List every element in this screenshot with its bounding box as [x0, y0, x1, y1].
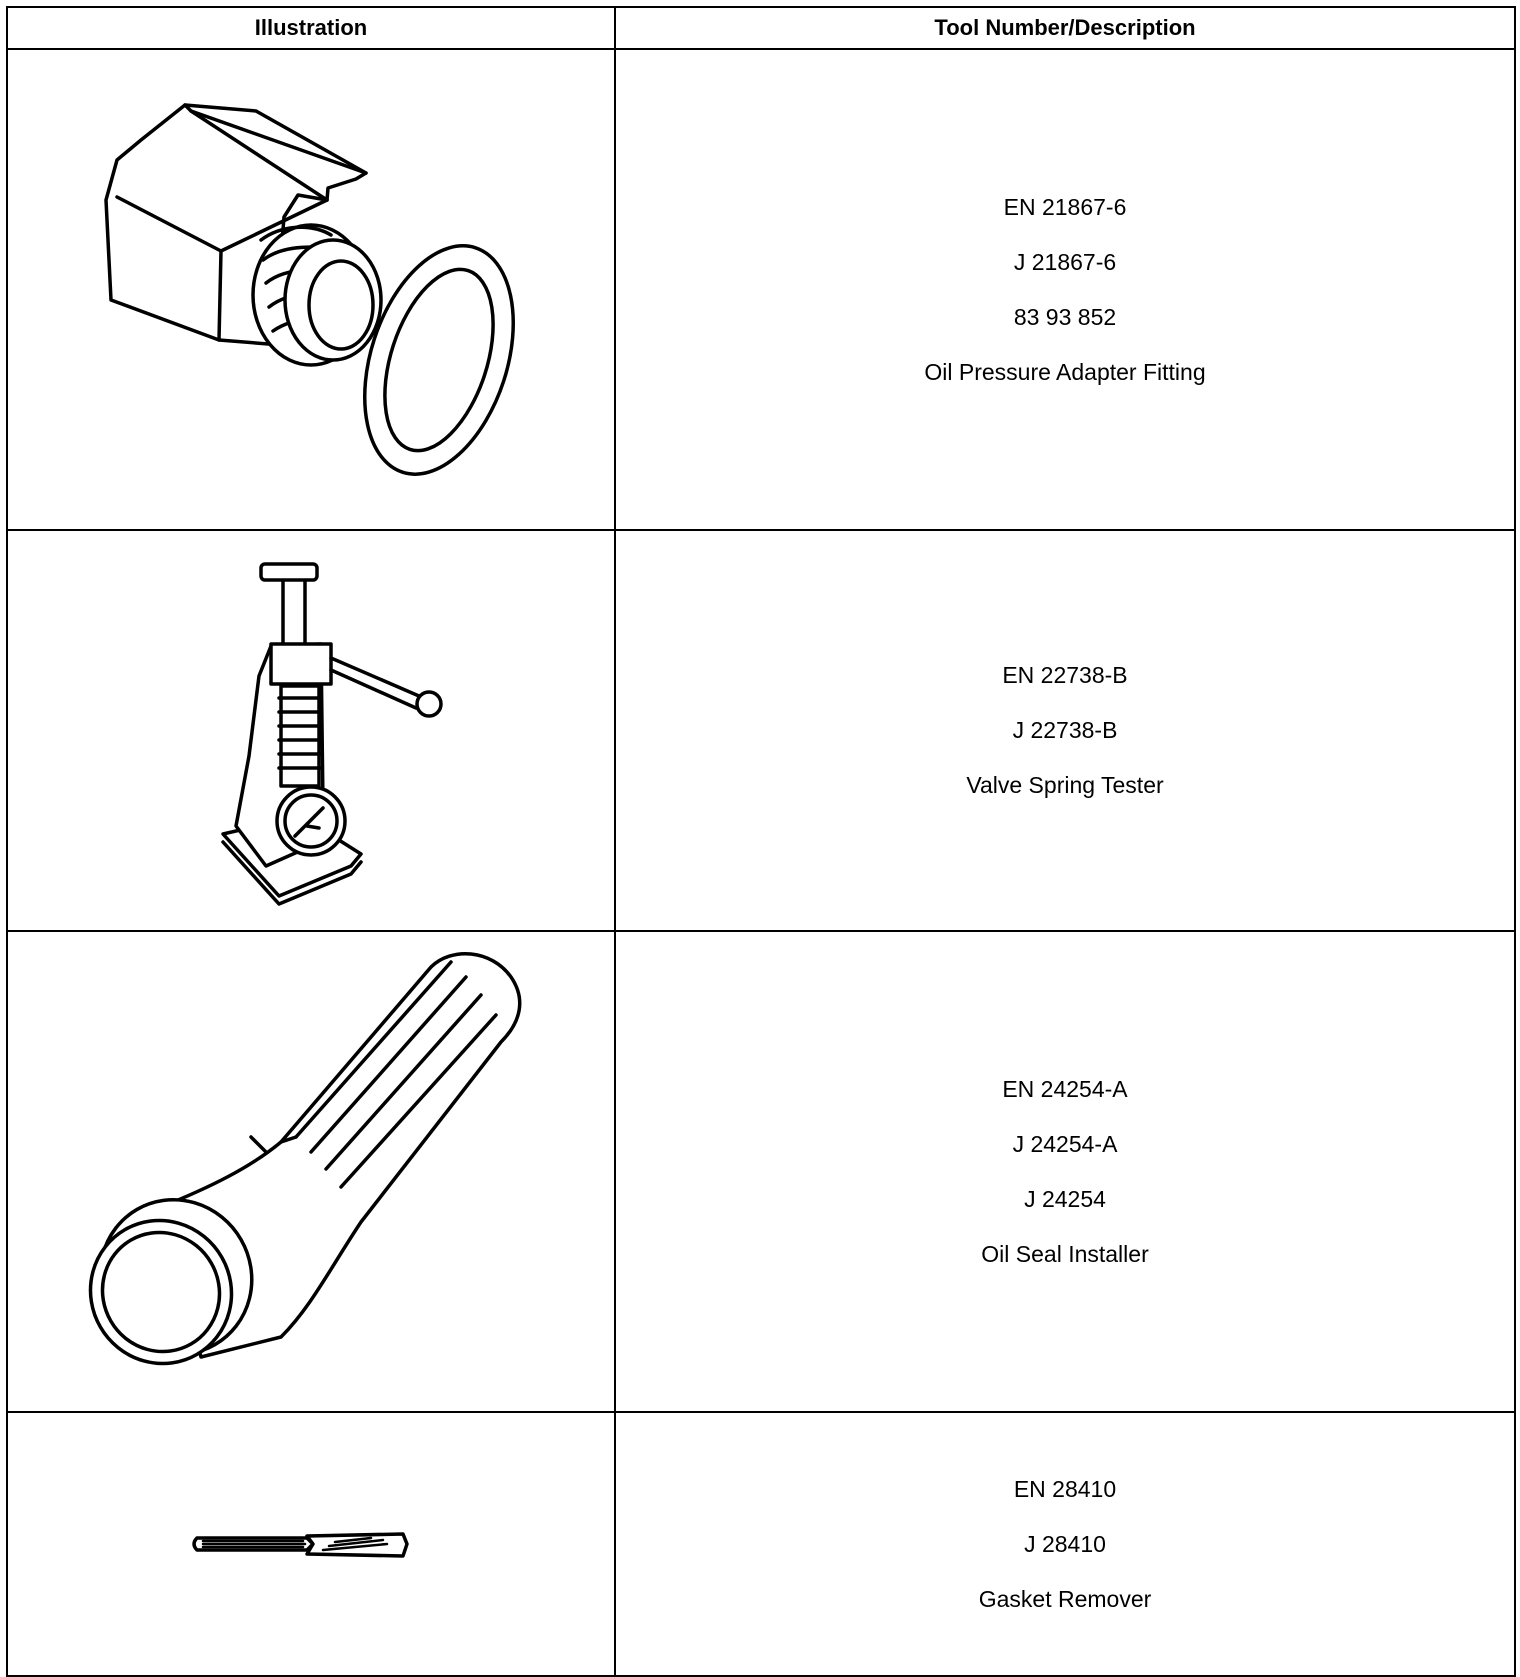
- tool-name: Gasket Remover: [978, 1585, 1152, 1612]
- tool-number-j: J 28410: [1024, 1530, 1106, 1557]
- oil-seal-installer-illustration: [11, 937, 611, 1407]
- oil-pressure-adapter-fitting-illustration: [11, 55, 611, 525]
- tool-number-j: J 24254-A: [1012, 1130, 1118, 1157]
- valve-spring-tester-illustration: [11, 536, 611, 926]
- table-row: [7, 931, 1515, 1412]
- illustration-cell: [7, 49, 615, 530]
- table-row: [7, 1412, 1515, 1676]
- tool-name: Oil Pressure Adapter Fitting: [924, 358, 1206, 385]
- tool-description-cell: [615, 49, 1515, 530]
- special-tools-table: [6, 6, 1516, 1677]
- tool-number-j: J 21867-6: [1013, 248, 1117, 275]
- tool-number-alt: 83 93 852: [1013, 303, 1117, 330]
- tool-description-cell: [615, 931, 1515, 1412]
- tool-description-cell: [615, 1412, 1515, 1676]
- tool-number-en: EN 24254-A: [1002, 1075, 1128, 1102]
- illustration-cell: [7, 530, 615, 931]
- column-header-illustration: Illustration: [7, 7, 615, 49]
- table-row: [7, 530, 1515, 931]
- tool-name: Valve Spring Tester: [966, 772, 1164, 798]
- tool-number-en: EN 28410: [1013, 1475, 1117, 1502]
- column-header-tool-number-description: Tool Number/Description: [615, 7, 1515, 49]
- tool-number-en: EN 21867-6: [1003, 193, 1127, 220]
- illustration-cell: [7, 1412, 615, 1676]
- tool-number-j: J 22738-B: [1012, 717, 1118, 743]
- table-header-row: [7, 7, 1515, 49]
- table-row: [7, 49, 1515, 530]
- tool-name: Oil Seal Installer: [981, 1240, 1149, 1267]
- tool-number-alt: J 24254: [1024, 1185, 1106, 1212]
- tool-description-cell: [615, 530, 1515, 931]
- illustration-cell: [7, 931, 615, 1412]
- tool-number-en: EN 22738-B: [1002, 662, 1128, 688]
- gasket-remover-illustration: [11, 1484, 611, 1604]
